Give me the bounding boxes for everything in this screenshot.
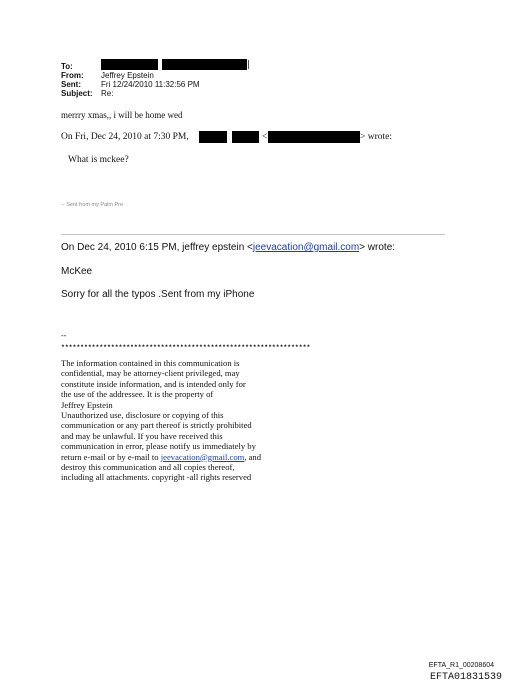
disclaimer-block [61,358,261,483]
redaction-box [232,131,259,143]
redaction-box [101,59,158,70]
subject-label: Subject: [61,89,93,98]
divider-line [61,234,445,235]
disclaimer-line: communication or any part thereof is strictly prohibited [61,420,252,431]
sent-value: Fri 12/24/2010 11:32:56 PM [101,80,200,89]
from-label: From: [61,71,84,80]
redaction-box [268,131,360,143]
disclaimer-line: destroy this communication and all copies thereof, [61,462,235,473]
disclaimer-line: including all attachments. copyright -all rights reserved [61,472,252,483]
disclaimer-line [61,452,261,462]
quote2-line2: Sorry for all the typos .Sent from my iPhone [61,289,255,300]
disclaimer-line: The information contained in this communication is [61,358,240,368]
stars-separator: ***************************************************************** [61,344,311,351]
quote1-intro-prefix: On Fri, Dec 24, 2010 at 7:30 PM, [61,132,189,142]
disclaimer-line: Unauthorized use, disclosure or copying of this [61,410,224,421]
bates-number-small: EFTA_R1_00208604 [428,662,494,669]
disclaimer-line: the use of the addressee. It is the property of [61,389,214,400]
disclaimer-line10-suffix: , and [244,451,262,462]
disclaimer-line: and may be unlawful. If you have received this [61,430,223,441]
quote2-intro [61,242,395,253]
disclaimer-line10-prefix: return e-mail or by e-mail to [61,451,161,462]
to-label: To: [61,62,73,71]
quote2-intro-prefix: On Dec 24, 2010 6:15 PM, jeffrey epstein < [61,242,253,253]
email-link[interactable]: jeevacation@gmail.com [252,242,360,253]
subject-value: Re: [101,89,114,98]
email-link[interactable]: jeevacation@gmail.com [160,451,245,462]
sent-label: Sent: [61,80,81,89]
quote2-intro-suffix: > wrote: [359,242,396,253]
quote1-intro-lt: < [262,132,268,142]
quote1-body: What is mckee? [68,155,129,165]
disclaimer-line: Jeffrey Epstein [61,399,113,410]
quote1-intro-suffix: > wrote: [360,132,393,142]
redaction-box [162,59,247,70]
palm-signature: -- Sent from my Palm Pre [61,202,124,208]
disclaimer-line: constitute inside information, and is intended only for [61,378,246,389]
reply-text: merrry xmas,, i will be home wed [61,110,183,120]
redaction-box [199,131,227,143]
from-value: Jeffrey Epstein [101,71,154,80]
redaction-edge [248,60,249,69]
signature-dash: -- [61,331,67,340]
disclaimer-line: communication in error, please notify us immediately by [61,441,256,452]
quote2-line1: McKee [61,266,93,277]
bates-number-large: EFTA01831539 [429,672,502,683]
disclaimer-line: confidential, may be attorney-client privileged, may [61,368,240,379]
